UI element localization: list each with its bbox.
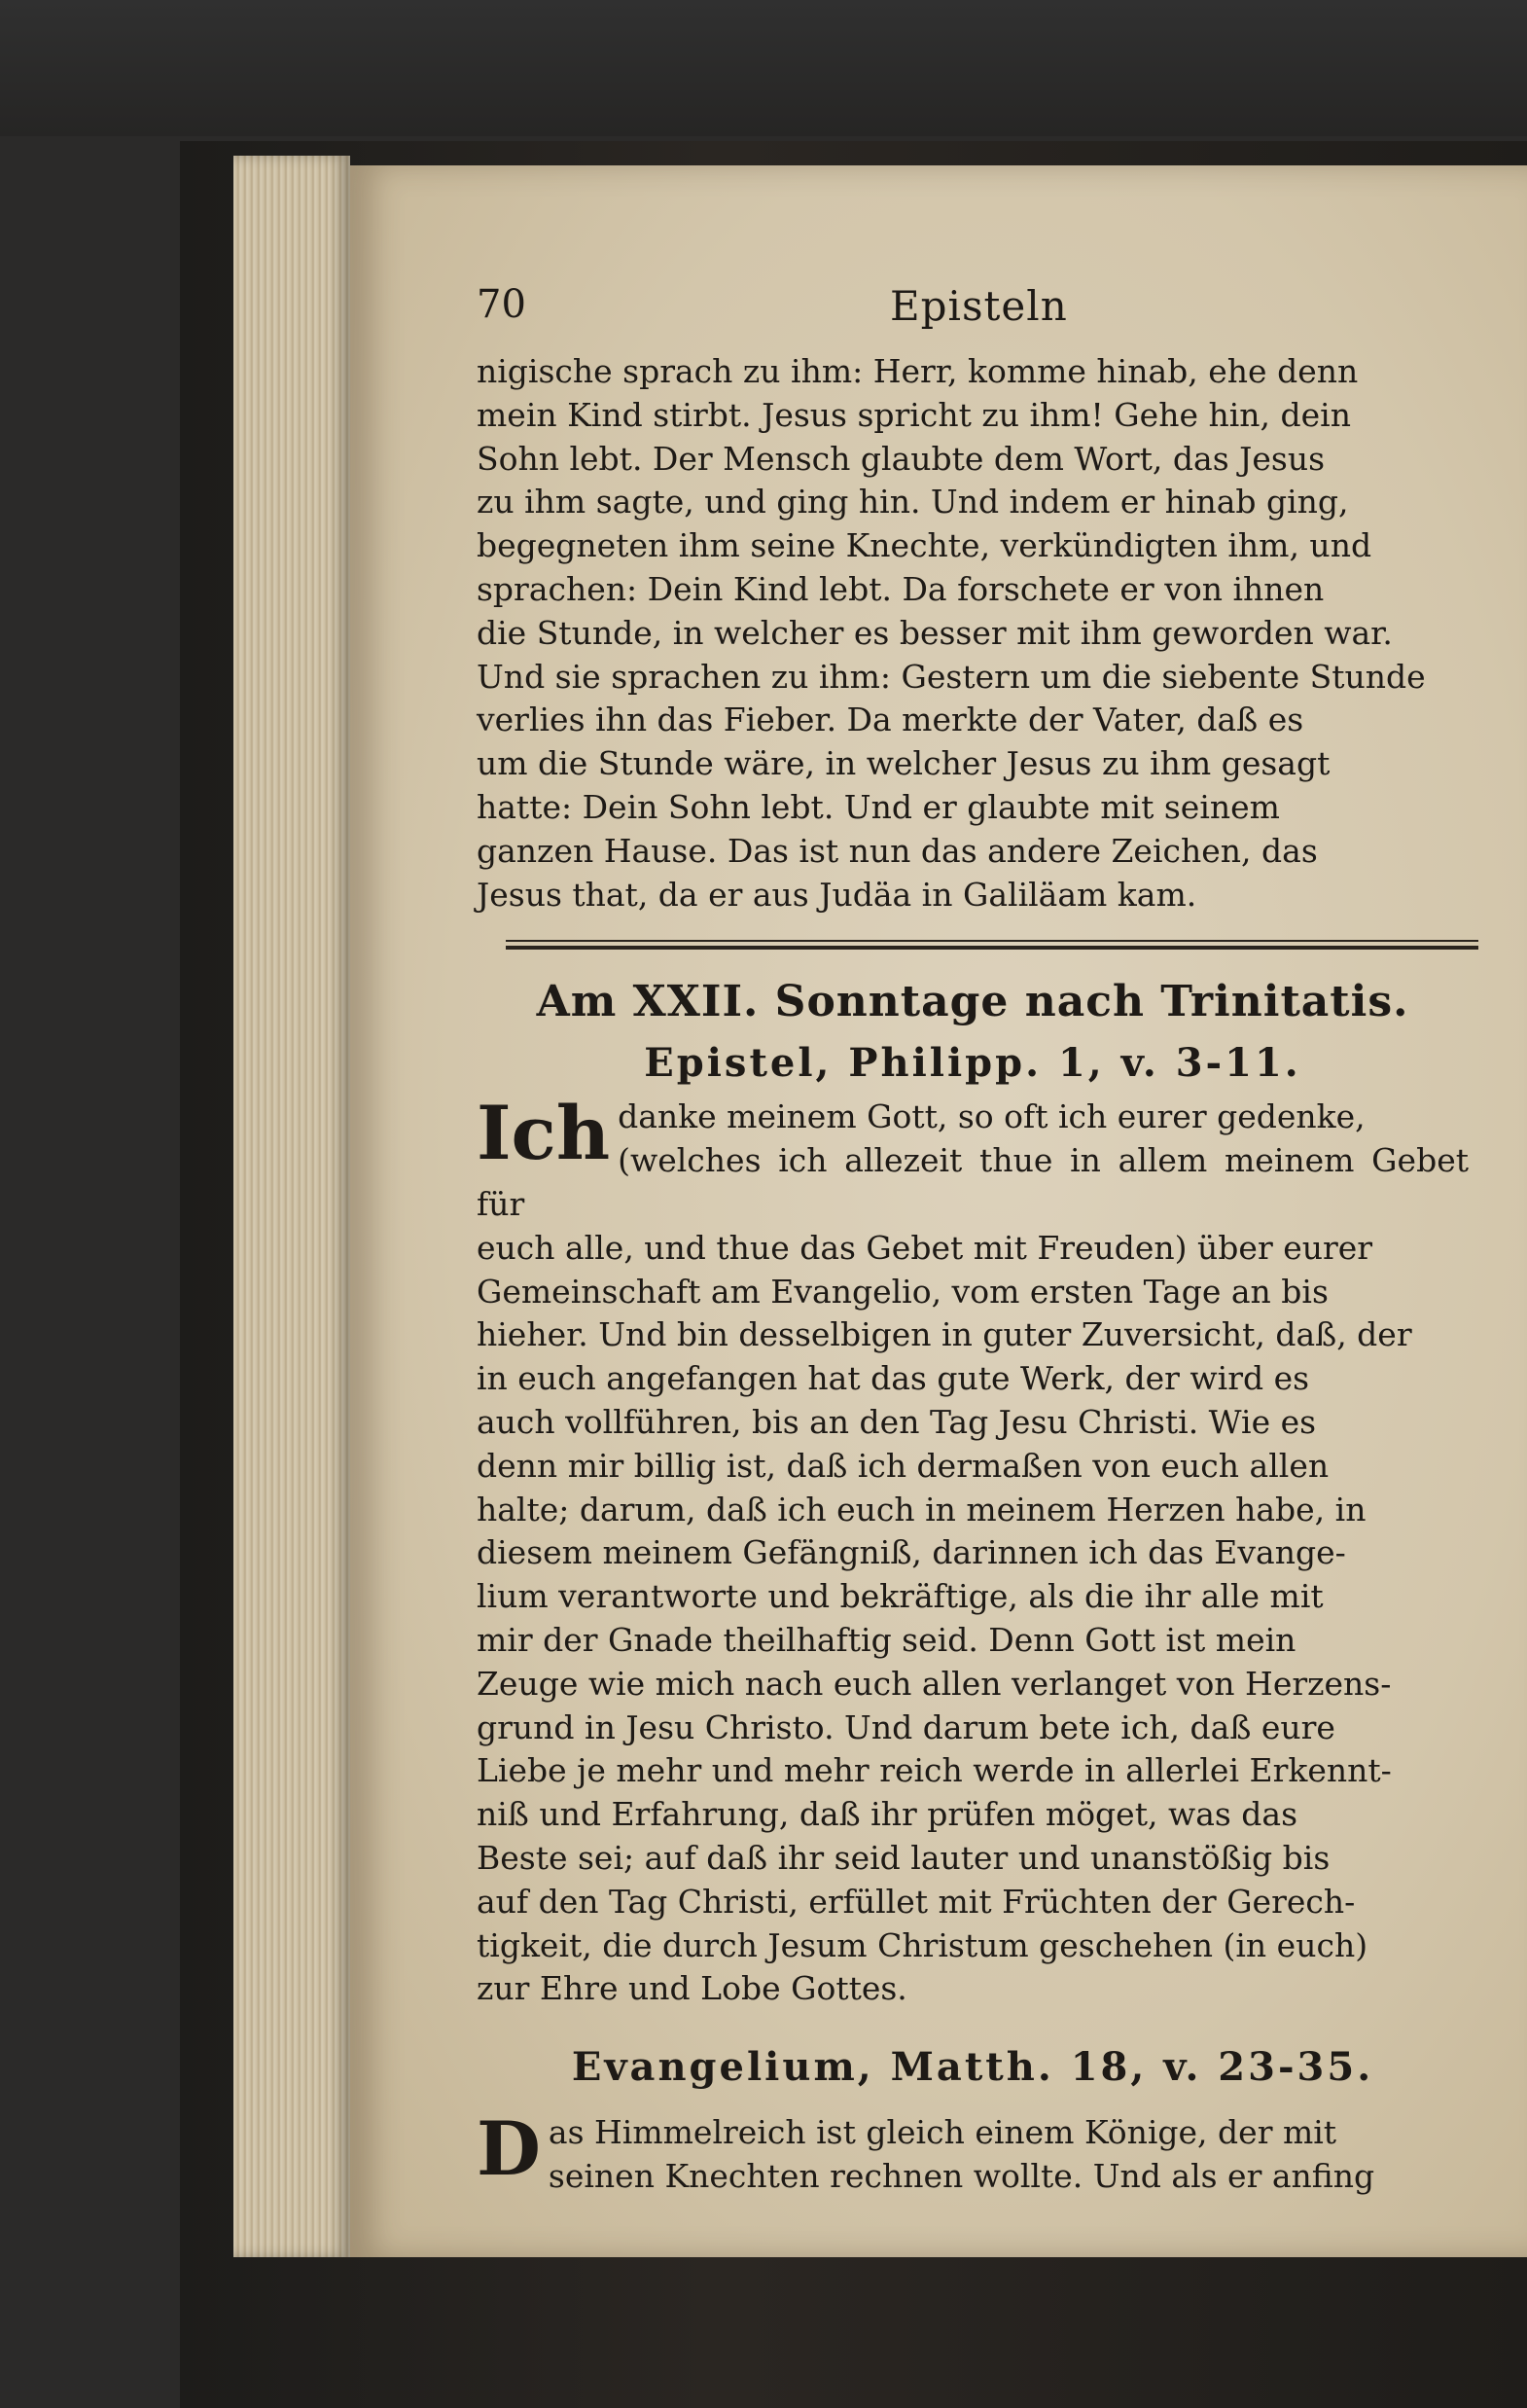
epistle-text: danke meinem Gott, so oft ich eurer gedenke, (welches ich allezeit thue in allem meinem Gebet für euch alle, und thue das Gebet mit Freuden) über eurer Gemeinschaft am Evangelio, vom ersten Tage an bis hieher. Und bin desselbigen in guter Zuversicht, daß, der in euch angefangen hat das gute Werk, der wird es auch vollführen, bis an den Tag Jesu Christi. Wie es denn mir billig ist, daß ich dermaßen von euch allen halte; darum, daß ich euch in meinem Herzen habe, in diesem meinem Gefängniß, darinnen ich das Evange- lium verantworte und bekräftige, als die ihr alle mit mir der Gnade theilhaftig seid. Denn Gott ist mein Zeuge wie mich nach euch allen verlanget von Herzens- grund in Jesu Christo. Und darum bete ich, daß eure Liebe je mehr und mehr reich werde in allerlei Erkennt- niß und Erfahrung, daß ihr prüfen möget, was das Beste sei; auf daß ihr seid lauter und unanstößig bis auf den Tag Christi, erfüllet mit Früchten der Gerech- tigkeit, die durch Jesum Christum geschehen (in euch) zur Ehre und Lobe Gottes.: [477, 1097, 1469, 2008]
running-head: [477, 282, 1469, 350]
divider-thick-line: [506, 946, 1478, 950]
section-divider: [506, 938, 1478, 952]
page-content: [477, 282, 1469, 2199]
page-edges: [233, 156, 350, 2257]
page-number: 70: [477, 282, 526, 327]
scan-background: [0, 0, 1527, 136]
section-heading: Am XXII. Sonntage nach Trinitatis.: [536, 977, 1409, 1027]
intro-paragraph: nigische sprach zu ihm: Herr, komme hinab, ehe denn mein Kind stirbt. Jesus spricht zu ihm! Gehe hin, dein Sohn lebt. Der Mensch glaubte dem Wort, das Jesus zu ihm sagte, und ging hin. Und indem er hinab ging, begegneten ihm seine Knechte, verkündigten ihm, und sprachen: Dein Kind lebt. Da forschete er von ihnen die Stunde, in welcher es besser mit ihm geworden war. Und sie sprachen zu ihm: Gestern um die siebente Stunde verlies ihn das Fieber. Da merkte der Vater, daß es um die Stunde wäre, in welcher Jesus zu ihm gesagt hatte: Dein Sohn lebt. Und er glaubte mit seinem ganzen Hause. Das ist nun das andere Zeichen, das Jesus that, da er aus Judäa in Galiläam kam.: [477, 352, 1426, 914]
gospel-heading: Evangelium, Matth. 18, v. 23-35.: [571, 2044, 1374, 2091]
epistle-heading: Epistel, Philipp. 1, v. 3-11.: [644, 1040, 1301, 1087]
gospel-initial: D: [477, 2105, 541, 2193]
gospel-text: as Himmelreich ist gleich einem Könige, der mit seinen Knechten rechnen wollte. Und als er anfing: [548, 2113, 1375, 2195]
gospel-paragraph: [477, 2105, 1469, 2199]
running-title: Episteln: [890, 282, 1068, 330]
epistle-initial: Ich: [477, 1090, 611, 1177]
epistle-paragraph: [477, 1090, 1469, 2011]
divider-thin-line: [506, 940, 1478, 942]
